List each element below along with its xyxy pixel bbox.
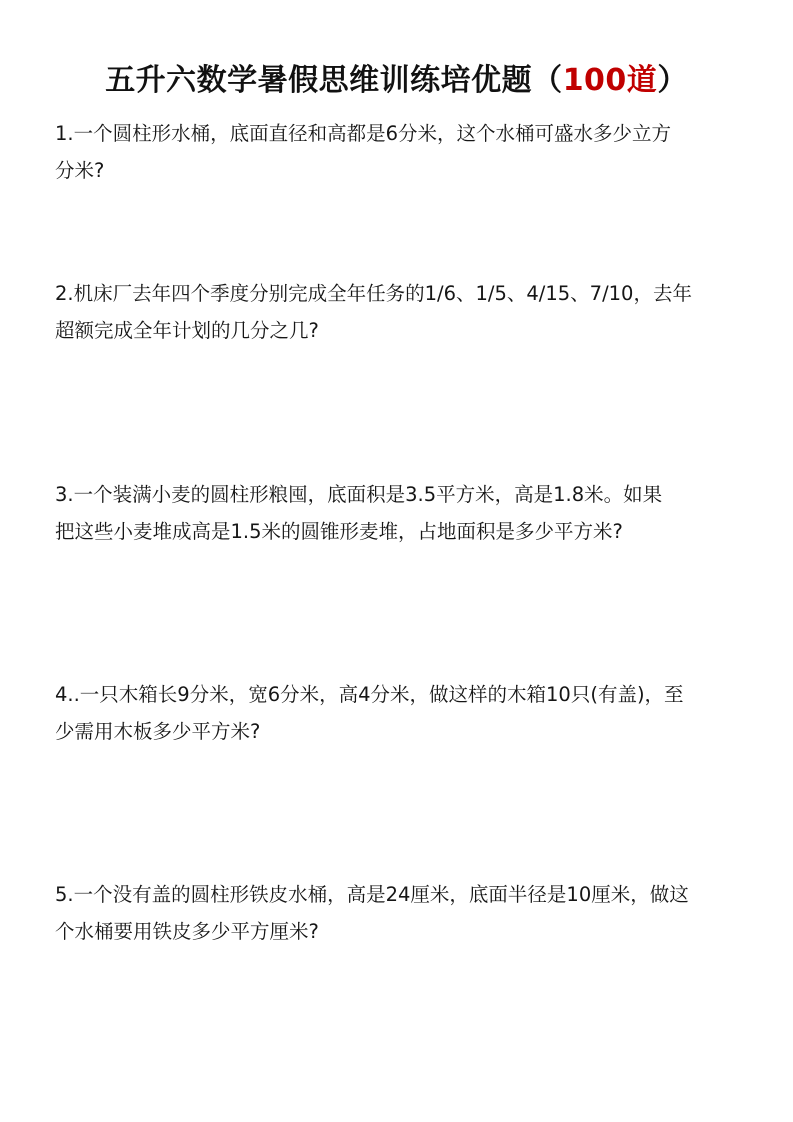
question-5-line-1: 5.一个没有盖的圆柱形铁皮水桶，高是24厘米，底面半径是10厘米，做这 (55, 883, 689, 906)
title-main: 五升六数学暑假思维训练培优题（ (105, 63, 563, 98)
question-4-line-1: 4..一只木箱长9分米，宽6分米，高4分米，做这样的木箱10只(有盖)，至 (55, 683, 684, 706)
question-1-line-2: 分米? (55, 159, 105, 182)
title-close-paren: ） (657, 63, 688, 98)
question-3 (55, 476, 745, 550)
question-5-line-2: 个水桶要用铁皮多少平方厘米? (55, 920, 319, 943)
title-question-count: 100道 (562, 63, 658, 98)
question-3-line-1: 3.一个装满小麦的圆柱形粮囤，底面积是3.5平方米，高是1.8米。如果 (55, 483, 663, 506)
question-4-line-2: 少需用木板多少平方米? (55, 720, 261, 743)
question-3-line-2: 把这些小麦堆成高是1.5米的圆锥形麦堆，占地面积是多少平方米? (55, 520, 623, 543)
question-2-line-1: 2.机床厂去年四个季度分别完成全年任务的1/6、1/5、4/15、7/10，去年 (55, 282, 692, 305)
question-2-line-2: 超额完成全年计划的几分之几? (55, 319, 319, 342)
question-1-line-1: 1.一个圆柱形水桶，底面直径和高都是6分米，这个水桶可盛水多少立方 (55, 122, 672, 145)
question-2 (55, 275, 745, 349)
question-5 (55, 876, 745, 950)
page-title (0, 58, 793, 104)
question-1 (55, 115, 745, 189)
question-4 (55, 676, 745, 750)
